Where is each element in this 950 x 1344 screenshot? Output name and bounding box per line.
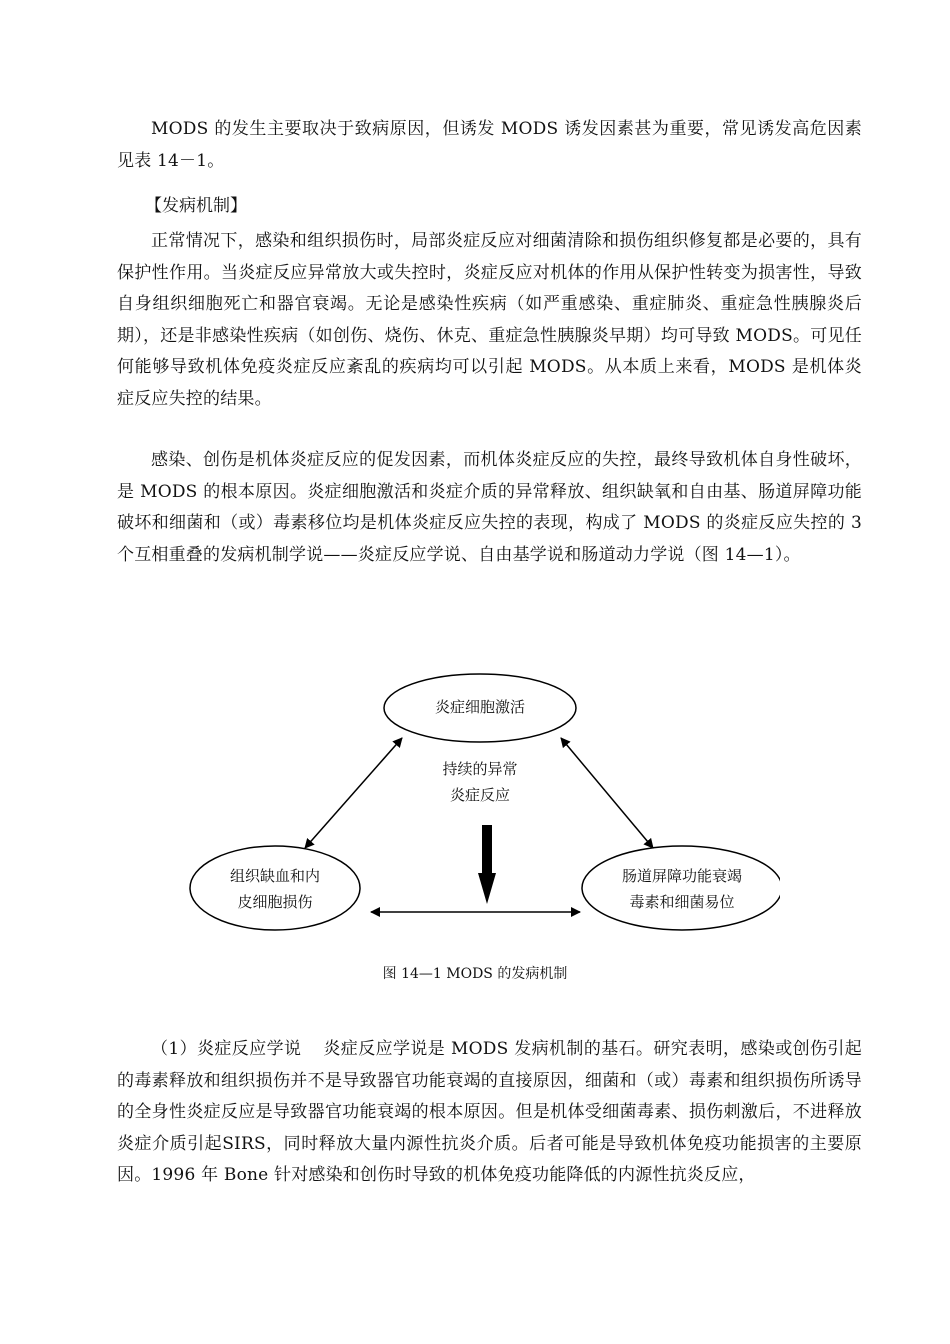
item-title-inflammation-theory: （1）炎症反应学说 [151,1039,302,1059]
node-label-gut-barrier-failure [592,863,772,915]
paragraph-mechanism-theories: 感染、创伤是机体炎症反应的促发因素，而机体炎症反应的失控，最终导致机体自身性破坏，是 MODS 的根本原因。炎症细胞激活和炎症介质的异常释放、组织缺氧和自由基、肠道屏障功能破坏和细菌和（或）毒素移位均是机体炎症反应失控的表现，构成了 MODS 的炎症反应失控的 3 个互相重叠的发病机制学说——炎症反应学说、自由基学说和肠道动力学说（图 14—1）。 [117,450,862,565]
paragraph-inflammation-theory [117,1034,862,1192]
section-heading-pathogenesis: 【发病机制】 [145,196,247,216]
right-label-line2: 毒素和细菌易位 [629,893,735,911]
pathogenesis-diagram [180,668,780,948]
figure-caption: 图 14—1 MODS 的发病机制 [382,966,568,982]
node-label-inflammatory-cell-activation: 炎症细胞激活 [434,698,525,716]
arrow-center-head [478,873,496,904]
center-label-line2: 炎症反应 [449,786,510,804]
paragraph-mods-causes: MODS 的发生主要取决于致病原因，但诱发 MODS 诱发因素甚为重要，常见诱发高危因素见表 14－1。 [117,119,862,171]
paragraph-normal-inflammation: 正常情况下，感染和组织损伤时，局部炎症反应对细菌清除和损伤组织修复都是必要的，具有保护性作用。当炎症反应异常放大或失控时，炎症反应对机体的作用从保护性转变为损害性，导致自身组织细胞死亡和器官衰竭。无论是感染性疾病（如严重感染、重症肺炎、重症急性胰腺炎后期），还是非感染性疾病（如创伤、烧伤、休克、重症急性胰腺炎早期）均可导致 MODS。可见任何能够导致机体免疫炎症反应紊乱的疾病均可以引起 MODS。从本质上来看，MODS 是机体炎症反应失控的结果。 [117,231,862,409]
arrow-center-shaft [482,825,492,875]
arrow-top-left [305,738,402,848]
item-body-inflammation-theory: 炎症反应学说是 MODS 发病机制的基石。研究表明，感染或创伤引起的毒素释放和组织损伤并不是导致器官功能衰竭的直接原因，细菌和（或）毒素和组织损伤所诱导的全身性炎症反应是导致器官功能衰竭的根本原因。但是机体受细菌毒素、损伤刺激后，不进释放炎症介质引起SIRS，同时释放大量内源性抗炎介质。后者可能是导致机体免疫功能损害的主要原因。1996 年 Bone 针对感染和创伤时导致的机体免疫功能降低的内源性抗炎反应， [117,1039,862,1185]
arrow-top-right [561,738,653,848]
center-label-group [420,756,540,808]
left-label-line1: 组织缺血和内 [229,867,320,885]
left-label-line2: 皮细胞损伤 [237,893,313,911]
node-label-tissue-ischemia [195,863,355,915]
center-label-line1: 持续的异常 [442,760,518,778]
right-label-line1: 肠道屏障功能衰竭 [621,867,742,885]
